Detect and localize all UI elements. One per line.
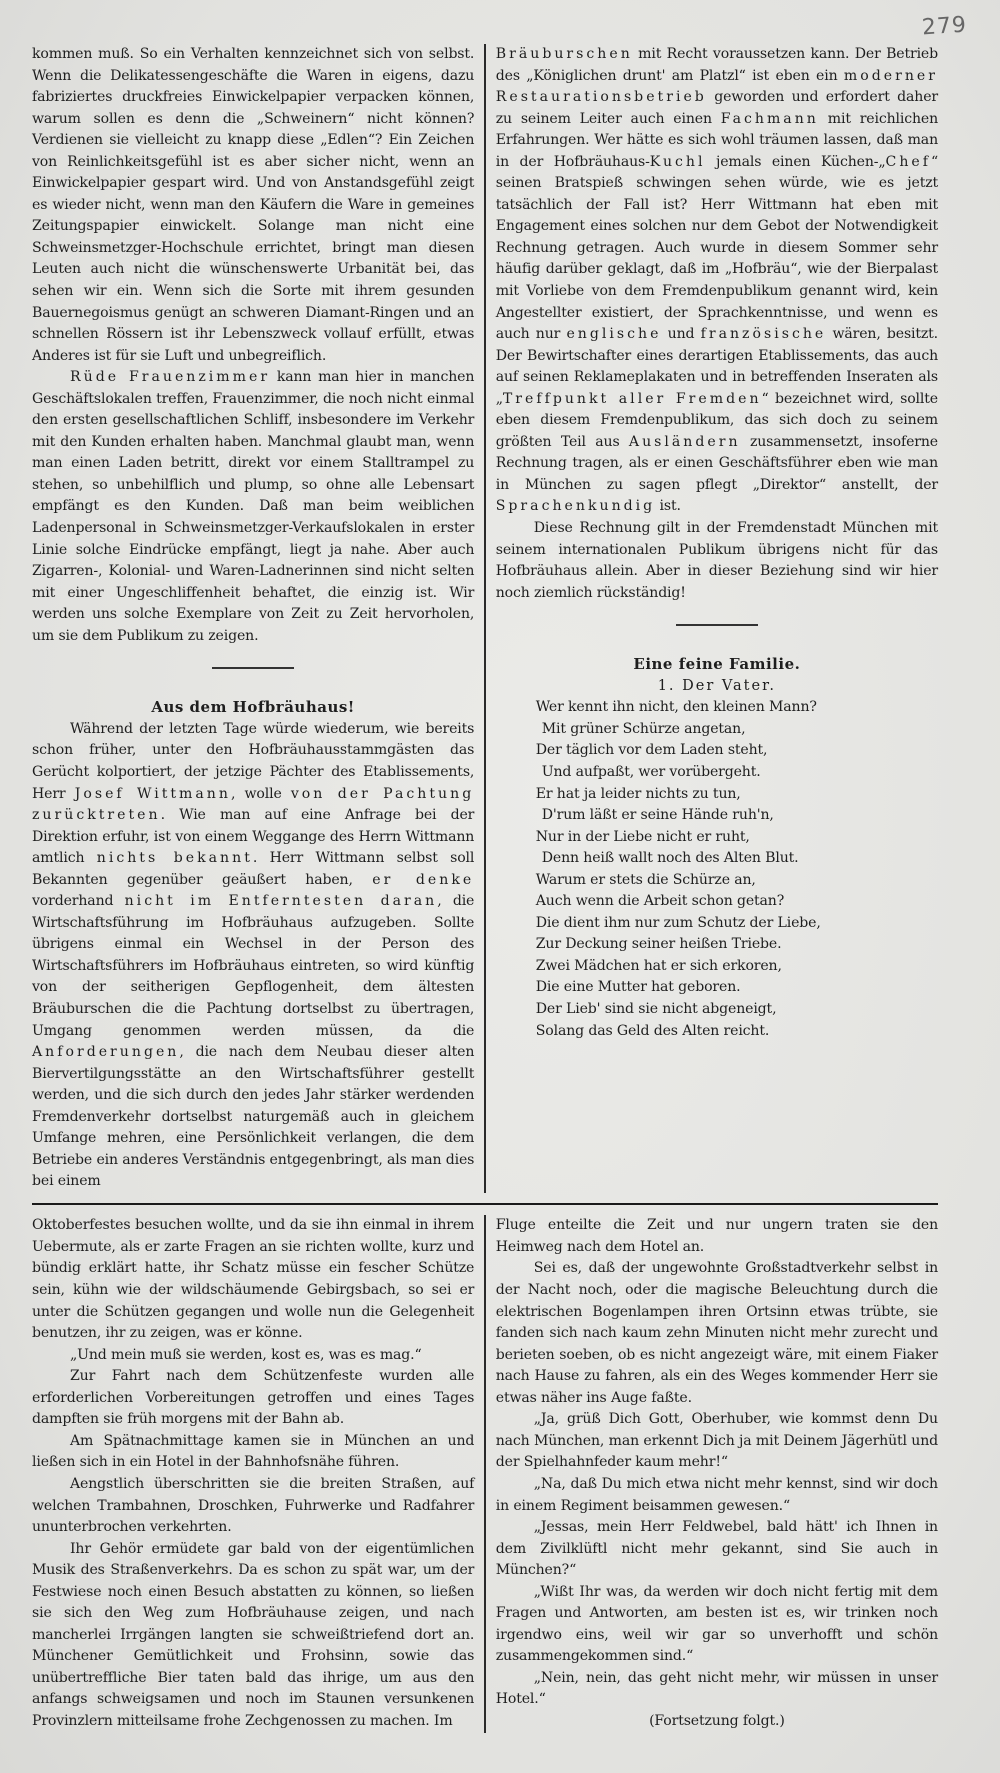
emphasis-text: nichts bekannt	[96, 850, 253, 867]
article-paragraph	[32, 719, 474, 1193]
story-dialogue: „Wißt Ihr was, da werden wir doch nicht fertig mit dem Fragen und Antworten, am besten ist es, wir trinken noch irgendwo eins, weil wir gar so unverhofft und schön zusammengekommen sind.“	[495, 1583, 938, 1665]
story-paragraph: Sei es, daß der ungewohnte Großstadtverkehr selbst in der Nacht noch, oder die magische Beleuchtung durch die elektrischen Bogenlampen ihren Ortsinn etwas trübte, sie fanden sich nach kaum zehn Minuten nicht mehr zurecht und berieten soeben, ob es nicht angezeigt wäre, mit einem Fiaker nach Hause zu fahren, als ein des Weges kommender Herr sie etwas näher ins Auge faßte.	[495, 1260, 938, 1406]
poem-line: Mit grüner Schürze angetan,	[541, 720, 746, 737]
column-lower-left	[32, 1215, 484, 1732]
emphasis-text: Ausländern	[628, 433, 741, 450]
poem-line: Auch wenn die Arbeit schon getan?	[535, 893, 785, 910]
poem-line: D'rum läßt er seine Hände ruh'n,	[541, 807, 774, 824]
story-dialogue: „Nein, nein, das geht nicht mehr, wir müssen in unser Hotel.“	[495, 1669, 938, 1708]
article-text: , die nach dem Neubau dieser alten Biervertilgungsstätte an den Wirtschaftsführer gestellt werden, und die sich durch den jedes Jahr stärker werdenden Fremdenverkehr dortselbst naturgemäß auch in gleichem Umfange mehren, eine Persönlichkeit verlangen, die dem Betriebe ein anderes Verständnis entgegenbringt, als man dies bei einem	[32, 1044, 475, 1190]
article-text: und	[661, 326, 701, 343]
section-separator	[212, 667, 294, 669]
handwritten-page-number: 279	[921, 12, 968, 41]
article-paragraph-final: Diese Rechnung gilt in der Fremdenstadt München mit seinem internationalen Publikum übrigens nicht für das Hofbräuhaus allein. Aber in dieser Beziehung sind wir hier noch ziemlich rückständig!	[495, 520, 938, 601]
article-text: , wolle	[230, 785, 291, 802]
separator-area	[32, 647, 474, 689]
poem-line: Er hat ja leider nichts zu tun,	[535, 785, 741, 802]
article-text: mit reichlichen Erfahrungen. Wer hätte es sich wohl träumen lassen, daß man in der Hofbräuhaus-	[495, 110, 939, 170]
article-text: “ bezeichnet wird, sollte eben diesem Fremdenpublikum, das sich doch zu seinem größten Teil aus	[495, 390, 938, 450]
upper-band	[32, 44, 938, 1193]
article-text: wären, besitzt. Der Bewirtschafter eines derartigen Etablissements, das auch auf seinen Reklameplakaten und in betreffenden Inseraten als „	[495, 326, 939, 407]
poem-line: Der täglich vor dem Laden steht,	[535, 742, 768, 759]
article-text: geworden und erfordert daher zu seinem Leiter auch einen	[495, 89, 938, 127]
emphasis-text: nicht im Entferntesten daran	[124, 893, 438, 910]
story-dialogue: „Jessas, mein Herr Feldwebel, bald hätt' ich Ihnen in dem Zivilklüftl nicht mehr gekannt, sind Sie auch in München?“	[495, 1519, 938, 1579]
emphasis-text: Treffpunkt aller Fremden	[502, 390, 762, 407]
poem-line: Wer kennt ihn nicht, den kleinen Mann?	[535, 699, 817, 716]
emphasis-name: Josef Wittmann	[74, 785, 231, 802]
poem-line: Nur in der Liebe nicht er ruht,	[535, 828, 750, 845]
story-dialogue: „Na, daß Du mich etwa nicht mehr kennst, sind wir doch in einem Regiment beisammen gewesen.“	[495, 1475, 938, 1514]
poem-title: Eine feine Familie.	[633, 655, 801, 674]
column-upper-left	[32, 44, 484, 1193]
emphasis-text: er denke	[372, 871, 475, 888]
poem-line: Der Lieb' sind sie nicht abgeneigt,	[535, 1000, 777, 1017]
article-text: jemals einen Küchen-„	[705, 153, 886, 170]
emphasis-text: Bräuburschen	[495, 46, 633, 62]
poem-subtitle: 1. Der Vater.	[657, 677, 777, 694]
story-paragraph: Am Spätnachmittage kamen sie in München an und ließen sich in ein Hotel in der Bahnhofsnähe führen.	[32, 1432, 475, 1471]
paragraph-text: kann man hier in manchen Geschäftslokalen treffen, Frauenzimmer, die noch nicht einmal den ersten gesellschaftlichen Schliff, insbesondere im Verkehr mit den Kunden erhalten haben. Manchmal glaubt man, wenn man einen Laden betritt, direkt vor einem Stalltrampel zu stehen, so unbehilflich und plump, so ohne alle Lebensart empfängt es den Kunden. Daß man beim weiblichen Ladenpersonal in Schweinsmetzger-Verkaufslokalen in erster Linie solche Eindrücke empfängt, liegt ja nahe. Aber auch Zigarren-, Kolonial- und Waren-Ladnerinnen sind nicht selten mit einer Ungeschliffenheit behaftet, die einzig ist. Wir werden uns solche Exemplare von Zeit zu Zeit hervorholen, um sie dem Publikum zu zeigen.	[32, 369, 475, 644]
article-text: . Wie man auf eine Anfrage bei der Direktion erfuhr, ist von einem Weggange des Herrn Wittmann amtlich	[32, 807, 475, 867]
continuation-note: (Fortsetzung folgt.)	[649, 1712, 785, 1729]
emphasis-text: englische	[566, 326, 662, 343]
poem-line: Warum er stets die Schürze an,	[535, 871, 756, 888]
paragraph-rude-frauenzimmer	[32, 367, 474, 647]
poem-line: Zur Deckung seiner heißen Triebe.	[535, 936, 782, 953]
emphasis-text: Sprachenkundig	[495, 498, 656, 515]
story-paragraph: „Und mein muß sie werden, kost es, was es mag.“	[70, 1346, 422, 1363]
emphasis-text: Fachmann	[720, 110, 819, 127]
poem-line: Die eine Mutter hat geboren.	[535, 979, 741, 996]
section-divider-horizontal	[32, 1203, 938, 1206]
article-paragraph-continued	[496, 44, 938, 518]
continuation-paragraph: kommen muß. So ein Verhalten kennzeichnet sich von selbst. Wenn die Delikatessengeschäfte die Waren in eigens, dazu fabriziertes druckfreies Einwickelpapier verpacken können, warum sollen es denn die „Schweinern“ nicht können? Verdienen sie vielleicht zu knapp diese „Edlen“? Ein Zeichen von Reinlichkeitsgefühl ist es aber sicher nicht, wenn an Einwickelpapier gespart wird. Und von Anstandsgefühl zeigt es wieder nicht, wenn man den Käufern die Ware in gemeines Zeitungspapier einwickelt. Solange man nicht eine Schweinsmetzger-Hochschule errichtet, bringt man diesen Leuten auch nicht die wünschenswerte Urbanität bei, das sehen wir ein. Wenn sich die Sorte mit ihrem gesunden Bauernegoismus genügt an schweren Diamant-Ringen und an schnellen Rössern ist ihr Lebenszweck vollauf erfüllt, etwas Anderes ist für sie Luft und unbegreiflich.	[32, 46, 475, 364]
article-text: mit Recht voraussetzen kann. Der Betrieb des „Königlichen drunt' am Platzl“ ist eben ein	[495, 46, 938, 84]
emphasis-text: moderner Restaurationsbetrieb	[495, 67, 938, 106]
emphasis-text: französische	[700, 326, 827, 343]
emphasis-text: von der Pachtung zurücktreten	[32, 785, 475, 824]
emphasis-text: Rüde Frauenzimmer	[70, 369, 271, 386]
poem-body	[496, 697, 938, 1042]
story-paragraph: Zur Fahrt nach dem Schützenfeste wurden alle erforderlichen Vorbereitungen getroffen und eines Tages dampften sie früh morgens mit der Bahn ab.	[32, 1368, 475, 1428]
article-text: , die Wirtschaftsführung im Hofbräuhaus aufzugeben. Sollte übrigens einmal ein Wechsel in der Person des Wirtschaftsführers im Hofbräuhaus eintreten, so wird künftig von der seitherigen Gepflogenheit, dem ältesten Bräuburschen die die Pachtung dortselbst zu übertragen, Umgang genommen werden müssen, da die	[32, 893, 475, 1039]
lower-band	[32, 1215, 938, 1732]
article-text: “ seinen Bratspieß schwingen sehen würde, wie es jetzt tatsächlich der Fall ist? Herr Wittmann hat eben mit Engagement eines solchen nur dem Gebot der Notwendigkeit Rechnung getragen. Auch wurde in diesem Sommer sehr häufig darüber geklagt, daß im „Hofbräu“, wie der Bierpalast mit Vorliebe von dem Fremdenpublikum genannt wird, kein Angestellter existiert, der Sprachkenntnisse, und wenn es auch nur	[495, 153, 939, 343]
article-text: Während der letzten Tage würde wiederum, wie bereits schon früher, unter den Hofbräuhausstammgästen das Gerücht kolportiert, der jetzige Pächter des Etablissements, Herr	[32, 720, 475, 802]
article-text: zusammensetzt, insoferne Rechnung tragen, als er einen Geschäftsführer eben wie man in München zu sagen pflegt „Direktor“ anstellt, der	[495, 433, 938, 493]
emphasis-text: Anforderungen	[32, 1044, 180, 1061]
story-dialogue: „Ja, grüß Dich Gott, Oberhuber, wie kommst denn Du nach München, man erkennt Dich ja mit Deinem Jägerhütl und der Spielhahnfeder kaum mehr!“	[495, 1411, 938, 1471]
story-paragraph: Oktoberfestes besuchen wollte, und da sie ihn einmal in ihrem Uebermute, als er zarte Fragen an sie richten wollte, kurz und bündig erklärt hatte, ihr Schatz müsse ein fescher Schütze sein, kühn wie der wildschäumende Gebirgsbach, so sei er unter die Schützen gegangen und wolle nun die Gelegenheit benutzen, ihr zu zeigen, was er könne.	[32, 1217, 475, 1342]
emphasis-text: Chef	[885, 153, 931, 170]
story-paragraph: Aengstlich überschritten sie die breiten Straßen, auf welchen Trambahnen, Droschken, Fuhrwerke und Radfahrer ununterbrochen verkehrten.	[32, 1475, 475, 1536]
poem-line: Die dient ihm nur zum Schutz der Liebe,	[535, 914, 821, 931]
poem-line: Zwei Mädchen hat er sich erkoren,	[535, 957, 782, 974]
story-paragraph: Fluge enteilte die Zeit und nur ungern traten sie den Heimweg nach dem Hotel an.	[495, 1217, 938, 1255]
emphasis-text: Kuchl	[649, 153, 706, 170]
poem-line: Solang das Geld des Alten reicht.	[535, 1022, 770, 1039]
article-text: ist.	[655, 498, 681, 515]
article-text: . Herr Wittmann selbst soll Bekannten gegenüber geäußert haben,	[32, 850, 475, 888]
section-separator	[676, 624, 758, 626]
poem-line: Und aufpaßt, wer vorübergeht.	[541, 763, 761, 780]
article-headline: Aus dem Hofbräuhaus!	[151, 698, 355, 717]
column-lower-right	[486, 1215, 938, 1732]
article-text: vorderhand	[32, 893, 125, 910]
separator-area	[496, 604, 938, 646]
story-paragraph: Ihr Gehör ermüdete gar bald von der eigentümlichen Musik des Straßenverkehrs. Da es schon zu spät war, um der Festwiese noch einen Besuch abstatten zu können, so ließen sie sich den Weg zum Hofbräuhause zeigen, und nach mancherlei Irrgängen langten sie schweißtriefend dort an. Münchener Gemütlichkeit und Frohsinn, sowie das unübertreffliche Bier taten bald das ihrige, um aus den anfangs schweigsamen und noch im Staunen versunkenen Provinzlern mitteilsame frohe Zechgenossen zu machen. Im	[32, 1540, 475, 1729]
column-upper-right	[486, 44, 938, 1193]
poem-line: Denn heiß wallt noch des Alten Blut.	[541, 850, 799, 867]
